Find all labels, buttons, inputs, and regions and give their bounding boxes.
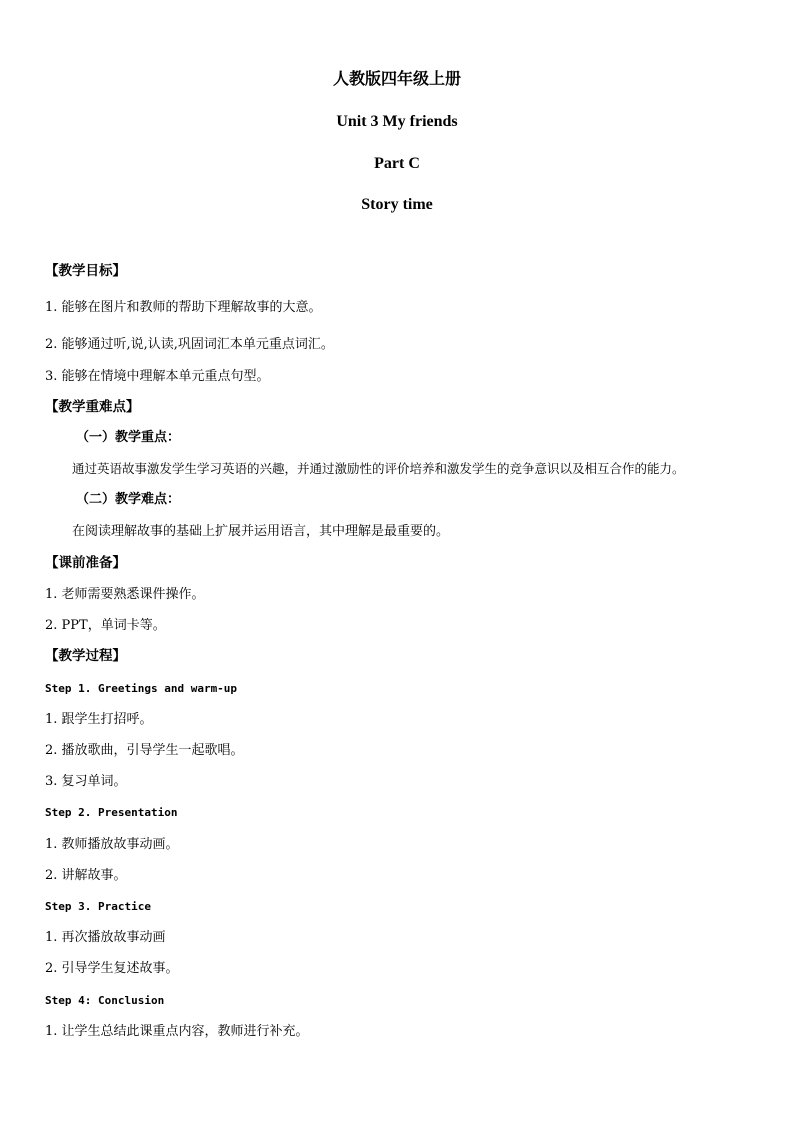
preparation-item-1: 1. 老师需要熟悉课件操作。 xyxy=(45,587,205,602)
preparation-heading: 【课前准备】 xyxy=(45,555,126,571)
objective-item-1: 1. 能够在图片和教师的帮助下理解故事的大意。 xyxy=(45,300,322,315)
focus-text: 通过英语故事激发学生学习英语的兴趣，并通过激励性的评价培养和激发学生的竞争意识以及相互合作的能力。 xyxy=(72,461,685,476)
step2-item-1: 1. 教师播放故事动画。 xyxy=(45,837,179,852)
step3-item-1: 1. 再次播放故事动画 xyxy=(45,930,166,945)
book-title: 人教版四年级上册 xyxy=(332,71,461,88)
step2-item-2: 2. 讲解故事。 xyxy=(45,868,127,883)
part-title: Part C xyxy=(374,155,420,172)
step1-title: Step 1. Greetings and warm-up xyxy=(45,682,238,695)
key-points-heading: 【教学重难点】 xyxy=(45,399,140,415)
unit-title: Unit 3 My friends xyxy=(336,113,458,130)
preparation-item-2: 2. PPT，单词卡等。 xyxy=(45,618,166,633)
step2-title: Step 2. Presentation xyxy=(45,806,178,819)
process-heading: 【教学过程】 xyxy=(45,648,126,664)
focus-heading: （一）教学重点： xyxy=(76,430,181,445)
objective-item-2: 2. 能够通过听,说,认读,巩固词汇本单元重点词汇。 xyxy=(45,337,334,352)
objective-item-3: 3. 能够在情境中理解本单元重点句型。 xyxy=(45,369,270,384)
step3-title: Step 3. Practice xyxy=(45,900,151,913)
step1-item-2: 2. 播放歌曲，引导学生一起歌唱。 xyxy=(45,743,244,758)
objectives-heading: 【教学目标】 xyxy=(45,263,126,279)
step1-item-3: 3. 复习单词。 xyxy=(45,774,127,789)
step3-item-2: 2. 引导学生复述故事。 xyxy=(45,961,179,976)
story-title: Story time xyxy=(361,196,433,213)
difficulty-heading: （二）教学难点： xyxy=(76,492,181,507)
difficulty-text: 在阅读理解故事的基础上扩展并运用语言，其中理解是最重要的。 xyxy=(72,524,450,539)
step4-item-1: 1. 让学生总结此课重点内容，教师进行补充。 xyxy=(45,1024,309,1039)
step4-title: Step 4: Conclusion xyxy=(45,994,165,1007)
step1-item-1: 1. 跟学生打招呼。 xyxy=(45,712,153,727)
